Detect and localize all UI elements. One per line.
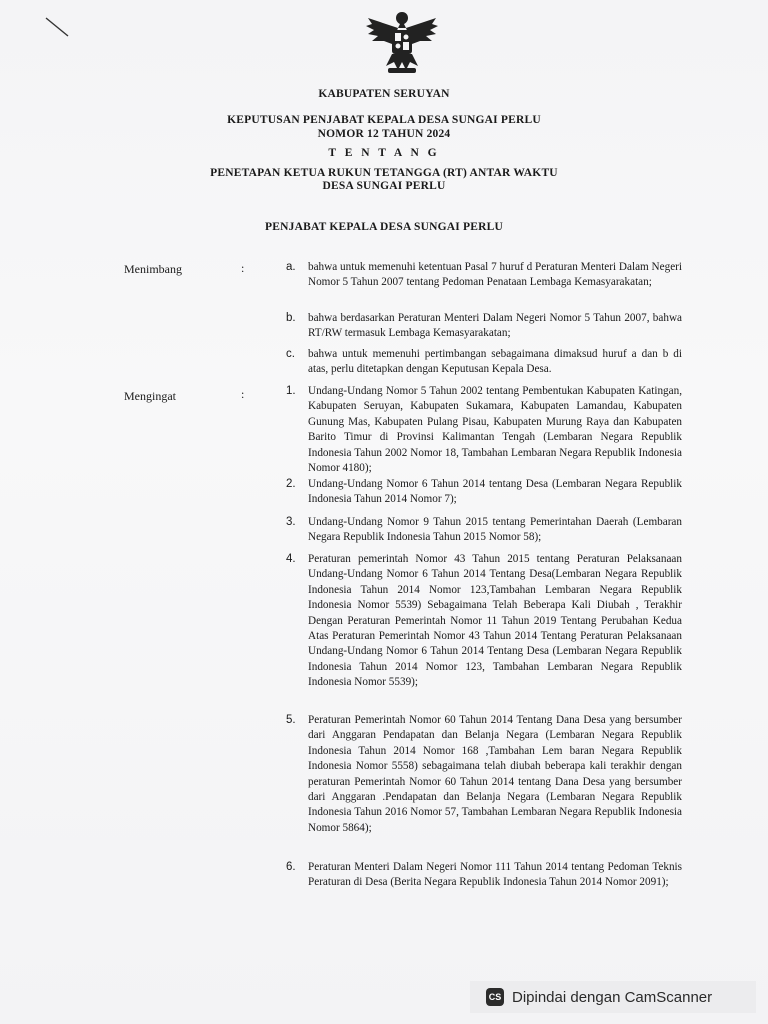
regency-heading: KABUPATEN SERUYAN <box>318 88 450 100</box>
subject-line-1: PENETAPAN KETUA RUKUN TETANGGA (RT) ANTAR WAKTU <box>210 167 558 179</box>
list-text: Peraturan pemerintah Nomor 43 Tahun 2015 tentang Peraturan Pelaksanaan Undang-Undang Nomor 6 Tahun 2014 Tentang Desa(Lembaran Negara Republik Indonesia Tahun 2014 Nomor 123,Tambahan Lembaran Negara Republik Indonesia Nomor 5539) Sebagaimana Telah Beberapa Kali Diubah , Terakhir Dengan Peraturan Pemerintah Nomor 11 Tahun 2019 Tentang Perubahan Kedua Atas Peraturan Pemerintah Nomor 43 Tahun 2014 Tentang Peraturan Pelaksanaan Undang-Undang Nomor 6 Tahun 2014 Tentang Desa (Lembaran Negara Republik Indonesia Tahun 2014 Nomor 123, Tambahan Lembaran Negara Republik Indonesia Nomor 5539); <box>308 553 682 689</box>
camscanner-logo-icon: CS <box>486 988 504 1006</box>
list-item <box>286 384 682 476</box>
list-item <box>286 260 682 291</box>
list-marker: 2. <box>286 478 296 490</box>
list-text: Undang-Undang Nomor 9 Tahun 2015 tentang Pemerintahan Daerah (Lembaran Negara Republik Indonesia Tahun 2015 Nomor 58); <box>308 516 682 544</box>
list-item <box>286 860 682 891</box>
official-title: PENJABAT KEPALA DESA SUNGAI PERLU <box>265 221 503 233</box>
list-item <box>286 713 682 836</box>
scan-mark-stroke <box>44 16 72 38</box>
mengingat-colon: : <box>241 387 245 401</box>
list-marker: 4. <box>286 553 296 565</box>
list-marker: 1. <box>286 385 296 397</box>
list-marker: b. <box>286 312 296 324</box>
mengingat-label: Mengingat <box>124 389 176 403</box>
list-text: Undang-Undang Nomor 5 Tahun 2002 tentang Pembentukan Kabupaten Katingan, Kabupaten Seruyan, Kabupaten Sukamara, Kabupaten Lamandau, Kabupaten Gunung Mas, Kabupaten Pulang Pisau, Kabupaten Murung Raya dan Kabupaten Barito Timur di Provinsi Kalimantan Tengah (Lembaran Negara Republik Indonesia Tahun 2002 Nomor 18, Tambahan Lembaran Negara Republik Indonesia Nomor 4180); <box>308 385 682 475</box>
list-item <box>286 311 682 342</box>
list-text: Peraturan Pemerintah Nomor 60 Tahun 2014 Tentang Dana Desa yang bersumber dari Anggaran Pendapatan dan Belanja Negara (Lembaran Negara Republik Indonesia Tahun 2014 Nomor 168 ,Tambahan Lem baran Negara Republik Indonesia Nomor 5558) sebagaimana telah diubah beberapa kali terakhir dengan peraturan Pemerintah Nomor 60 Tahun 2014 tentang Dana Desa yang bersumber dari Anggaran .Pendapatan dan Belanja Negara (Lembaran Negara Republik Indonesia Tahun 2016 Nomor 57, Tambahan Lembaran Negara Republik Indonesia Nomor 5864); <box>308 714 682 834</box>
list-marker: c. <box>286 348 295 360</box>
list-item <box>286 552 682 691</box>
camscanner-watermark <box>470 981 756 1013</box>
list-marker: 6. <box>286 861 296 873</box>
list-marker: a. <box>286 261 296 273</box>
list-item <box>286 347 682 378</box>
list-item <box>286 477 682 508</box>
list-text: bahwa berdasarkan Peraturan Menteri Dalam Negeri Nomor 5 Tahun 2007, bahwa RT/RW termasuk Lembaga Kemasyarakatan; <box>308 312 682 340</box>
list-item <box>286 515 682 546</box>
list-text: bahwa untuk memenuhi ketentuan Pasal 7 huruf d Peraturan Menteri Dalam Negeri Nomor 5 Tahun 2007 tentang Pedoman Penataan Lembaga Kemasyarakatan; <box>308 261 682 289</box>
decree-number: NOMOR 12 TAHUN 2024 <box>317 128 451 140</box>
subject-line-2: DESA SUNGAI PERLU <box>322 180 446 192</box>
menimbang-colon: : <box>241 261 245 275</box>
camscanner-label: Dipindai dengan CamScanner <box>512 988 713 1006</box>
list-text: Peraturan Menteri Dalam Negeri Nomor 111 Tahun 2014 tentang Pedoman Teknis Peraturan di Desa (Berita Negara Republik Indonesia Tahun 2014 Nomor 2091); <box>308 861 682 889</box>
list-marker: 5. <box>286 714 296 726</box>
menimbang-label: Menimbang <box>124 262 182 276</box>
decree-title: KEPUTUSAN PENJABAT KEPALA DESA SUNGAI PERLU <box>227 114 541 126</box>
list-marker: 3. <box>286 516 296 528</box>
about-heading: T E N T A N G <box>328 147 440 159</box>
list-text: bahwa untuk memenuhi pertimbangan sebagaimana dimaksud huruf a dan b di atas, perlu ditetapkan dengan Keputusan Kepala Desa. <box>308 348 682 376</box>
garuda-emblem-icon <box>362 8 442 78</box>
list-text: Undang-Undang Nomor 6 Tahun 2014 tentang Desa (Lembaran Negara Republik Indonesia Tahun 2014 Nomor 7); <box>308 478 682 506</box>
